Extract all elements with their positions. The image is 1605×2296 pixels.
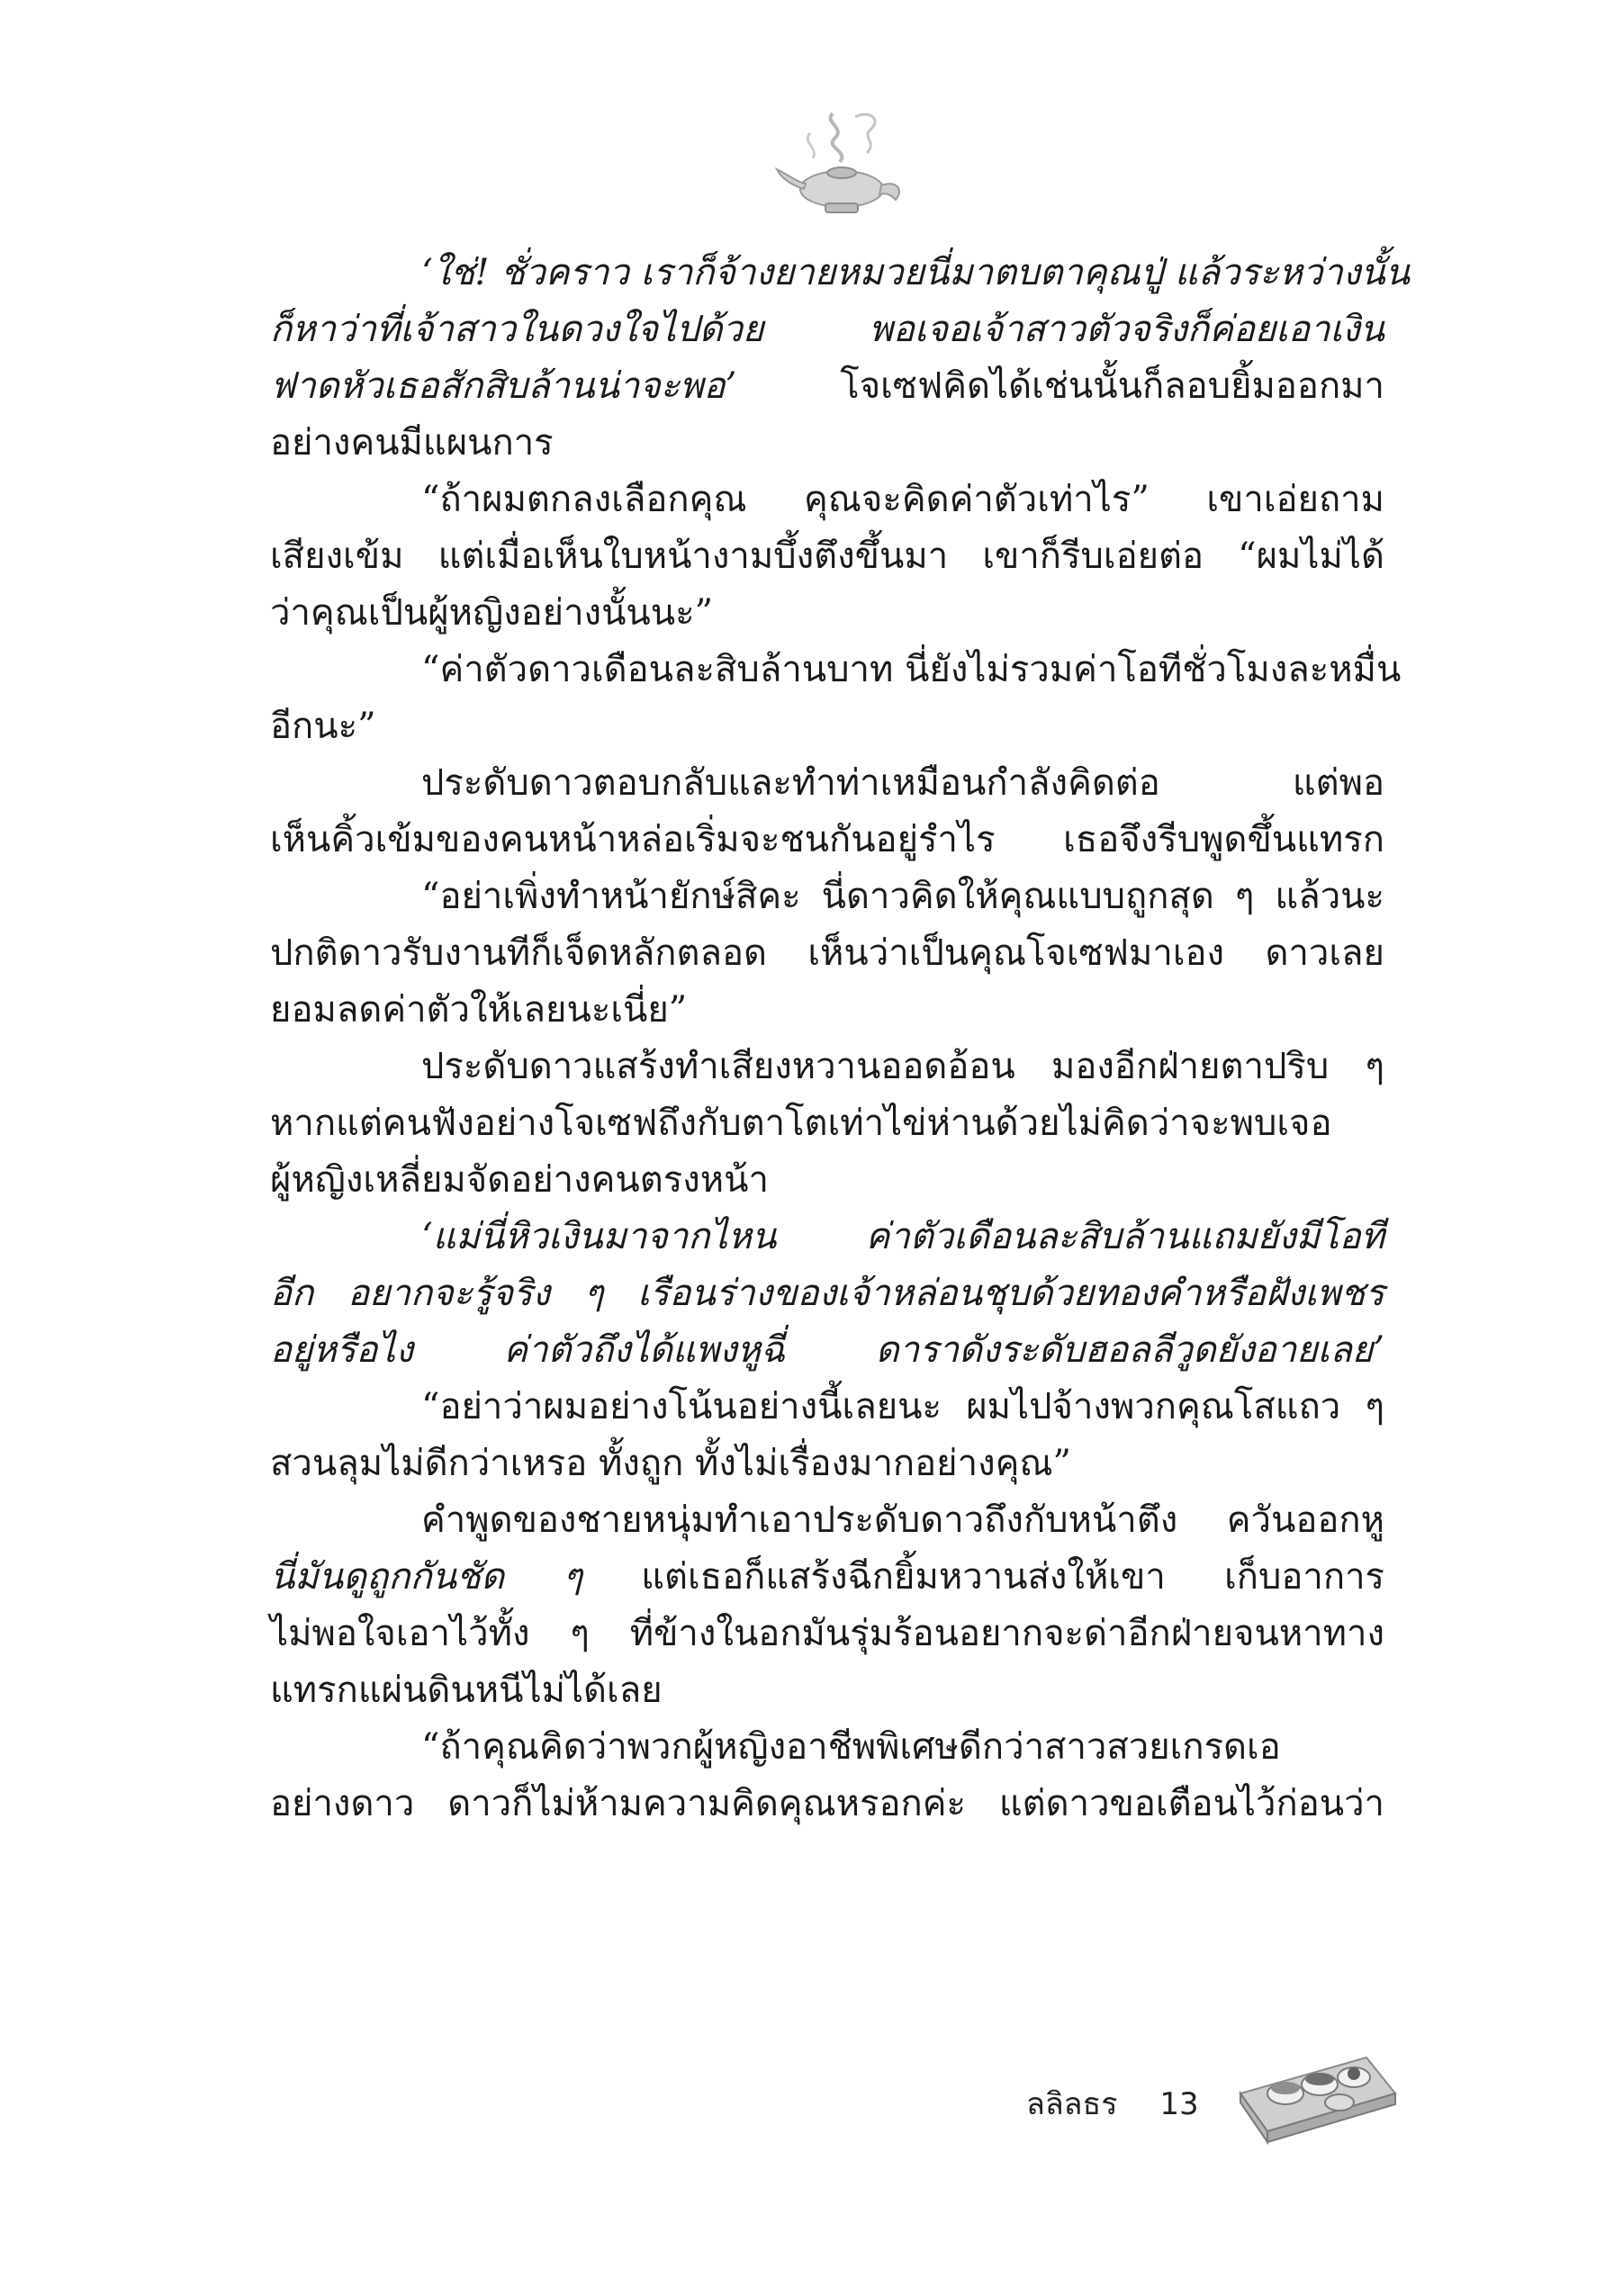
text-line: อย่างคนมีแผนการ xyxy=(270,422,554,464)
page-number: 13 xyxy=(1159,2086,1199,2122)
text-line: อีก อยากจะรู้จริง ๆ เรือนร่างของเจ้าหล่อนชุบด้วยทองคำหรือฝังเพชร xyxy=(270,1273,1384,1314)
text-line: คำพูดของชายหนุ่มทำเอาประดับดาวถึงกับหน้าตึง ควันออกหู xyxy=(421,1499,1384,1541)
teapot-genie-lamp-icon xyxy=(770,106,914,223)
text-line: ไม่พอใจเอาไว้ทั้ง ๆ ที่ข้างในอกมันรุ่มร้อนอยากจะด่าอีกฝ่ายจนหาทาง xyxy=(270,1613,1384,1654)
text-line: “ถ้าคุณคิดว่าพวกผู้หญิงอาชีพพิเศษดีกว่าสาวสวยเกรดเอ xyxy=(421,1726,1281,1768)
text-line: “อย่าว่าผมอย่างโน้นอย่างนี้เลยนะ ผมไปจ้างพวกคุณโสแถว ๆ xyxy=(421,1386,1384,1427)
text-line: แทรกแผ่นดินหนีไม่ได้เลย xyxy=(270,1670,663,1711)
text-line: เสียงเข้ม แต่เมื่อเห็นใบหน้างามบึ้งตึงขึ้นมา เขาก็รีบเอ่ยต่อ “ผมไม่ได้ xyxy=(270,536,1384,577)
text-line: เห็นคิ้วเข้มของคนหน้าหล่อเริ่มจะชนกันอยู่รำไร เธอจึงรีบพูดขึ้นแทรก xyxy=(270,819,1384,860)
text-segment: นี่มันดูถูกกันชัด ๆ xyxy=(270,1556,582,1598)
text-line xyxy=(270,358,1384,415)
body-text xyxy=(270,245,1411,1832)
text-line: ‘ใช่! ชั่วคราว เราก็จ้างยายหมวยนี่มาตบตาคุณปู่ แล้วระหว่างนั้น xyxy=(421,252,1411,293)
page-footer xyxy=(1026,2079,1199,2128)
text-line: ว่าคุณเป็นผู้หญิงอย่างนั้นนะ” xyxy=(270,592,714,634)
text-line: ประดับดาวแสร้งทำเสียงหวานออดอ้อน มองอีกฝ่ายตาปริบ ๆ xyxy=(421,1046,1384,1087)
text-line: อีกนะ” xyxy=(270,706,376,747)
text-segment: โจเซฟคิดได้เช่นนั้นก็ลอบยิ้มออกมา xyxy=(840,365,1384,407)
text-line: อยู่หรือไง ค่าตัวถึงได้แพงหูฉี่ ดาราดังระดับฮอลลีวูดยังอายเลย’ xyxy=(270,1329,1384,1371)
text-line: ยอมลดค่าตัวให้เลยนะเนี่ย” xyxy=(270,989,688,1031)
text-line: “ถ้าผมตกลงเลือกคุณ คุณจะคิดค่าตัวเท่าไร” เขาเอ่ยถาม xyxy=(421,479,1384,520)
text-line: ปกติดาวรับงานทีก็เจ็ดหลักตลอด เห็นว่าเป็นคุณโจเซฟมาเอง ดาวเลย xyxy=(270,932,1384,974)
text-line: หากแต่คนฟังอย่างโจเซฟถึงกับตาโตเท่าไข่ห่านด้วยไม่คิดว่าจะพบเจอ xyxy=(270,1103,1332,1144)
text-line: ‘แม่นี่หิวเงินมาจากไหน ค่าตัวเดือนละสิบล้านแถมยังมีโอที xyxy=(421,1216,1384,1257)
text-line: สวนลุมไม่ดีกว่าเหรอ ทั้งถูก ทั้งไม่เรื่องมากอย่างคุณ” xyxy=(270,1443,1071,1484)
text-line: ประดับดาวตอบกลับและทำท่าเหมือนกำลังคิดต่อ แต่พอ xyxy=(421,762,1384,804)
text-line: “ค่าตัวดาวเดือนละสิบล้านบาท นี่ยังไม่รวมค่าโอทีชั่วโมงละหมื่น xyxy=(421,649,1402,690)
text-segment: ฟาดหัวเธอสักสิบล้านน่าจะพอ’ xyxy=(270,365,737,407)
text-line: ก็หาว่าที่เจ้าสาวในดวงใจไปด้วย พอเจอเจ้าสาวตัวจริงก็ค่อยเอาเงิน xyxy=(270,309,1384,350)
text-line: อย่างดาว ดาวก็ไม่ห้ามความคิดคุณหรอกค่ะ แต่ดาวขอเตือนไว้ก่อนว่า xyxy=(270,1783,1384,1824)
text-line: “อย่าเพิ่งทำหน้ายักษ์สิคะ นี่ดาวคิดให้คุณแบบถูกสุด ๆ แล้วนะ xyxy=(421,876,1384,917)
text-segment: แต่เธอก็แสร้งฉีกยิ้มหวานส่งให้เขา เก็บอาการ xyxy=(641,1556,1385,1598)
text-line: ผู้หญิงเหลี่ยมจัดอย่างคนตรงหน้า xyxy=(270,1159,769,1201)
sushi-plate-icon xyxy=(1231,2030,1402,2156)
text-line xyxy=(270,1549,1384,1606)
author-name: ลลิลธร xyxy=(1026,2086,1118,2122)
